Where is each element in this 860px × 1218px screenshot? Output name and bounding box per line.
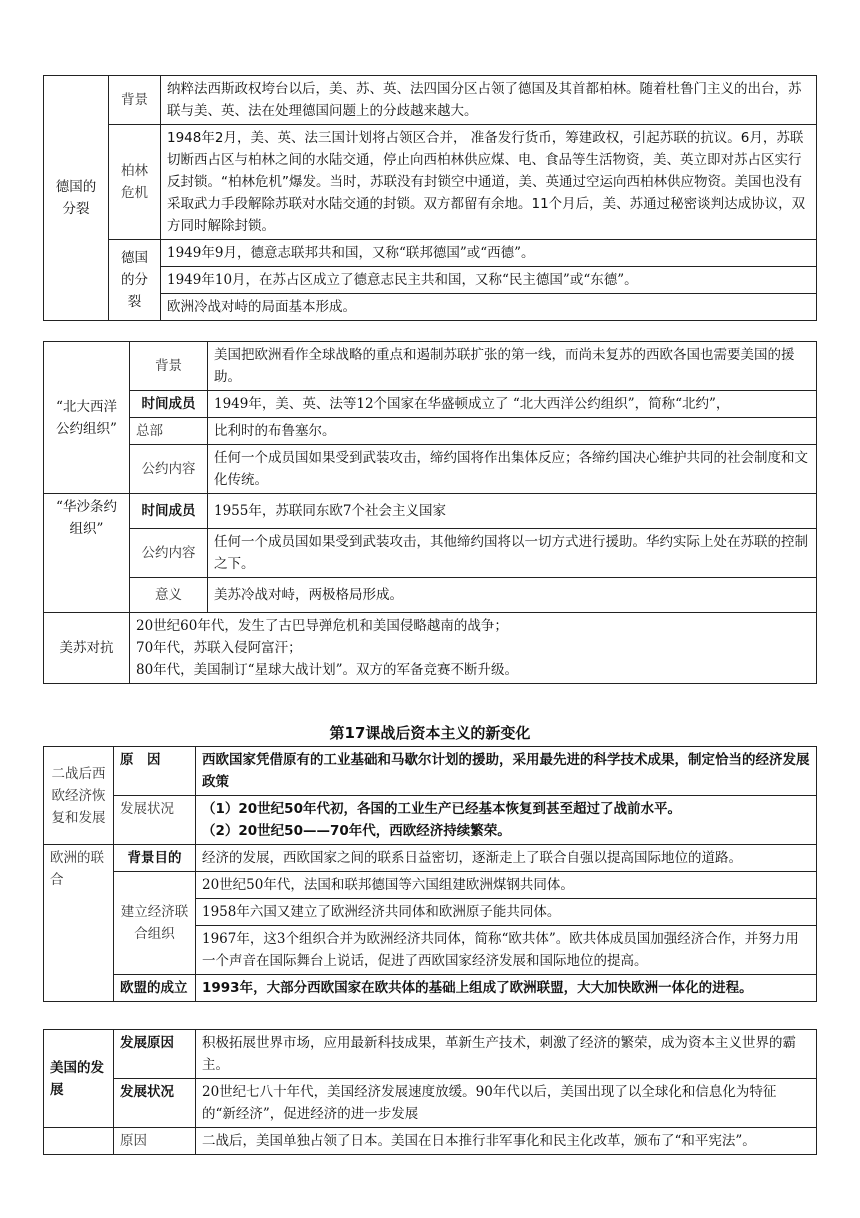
row-label: 发展状况 — [114, 1079, 196, 1128]
row-text: 欧洲冷战对峙的局面基本形成。 — [161, 294, 817, 321]
germany-division-table — [43, 75, 817, 321]
list-item: 20世纪60年代，发生了古巴导弹危机和美国侵略越南的战争； — [136, 618, 508, 634]
table-row — [44, 76, 817, 125]
row-text: 任何一个成员国如果受到武装攻击，缔约国将作出集体反应；各缔约国决心维护共同的社会制度和文化传统。 — [208, 445, 817, 494]
row-text: 美国把欧洲看作全球战略的重点和遏制苏联扩张的第一线，而尚未复苏的西欧各国也需要美国的援助。 — [208, 342, 817, 391]
row-label: 发展状况 — [114, 796, 196, 845]
row-text: 1993年，大部分西欧国家在欧共体的基础上组成了欧洲联盟，大大加快欧洲一体化的进程。 — [196, 975, 817, 1002]
section-label: 二战后西欧经济恢复和发展 — [44, 747, 114, 845]
list-item: 80年代，美国制订“星球大战计划”。双方的军备竞赛不断升级。 — [136, 662, 518, 678]
row-text: 积极拓展世界市场，应用最新科技成果，革新生产技术，刺激了经济的繁荣，成为资本主义世界的霸主。 — [196, 1030, 817, 1079]
row-text: 1958年六国又建立了欧洲经济共同体和欧洲原子能共同体。 — [196, 899, 817, 926]
row-text — [130, 613, 817, 684]
section-label: 美苏对抗 — [44, 613, 130, 684]
row-text: 任何一个成员国如果受到武装攻击，其他缔约国将以一切方式进行援助。华约实际上处在苏联的控制之下。 — [208, 529, 817, 578]
section-label — [44, 1128, 114, 1155]
table-row — [44, 796, 817, 845]
row-label: 原因 — [114, 1128, 196, 1155]
table-row — [44, 747, 817, 796]
row-label: 时间成员 — [130, 391, 208, 418]
usa-table — [43, 1029, 817, 1155]
row-label: 柏林危机 — [109, 125, 161, 240]
row-text: 1948年2月，美、英、法三国计划将占领区合并， 准备发行货币，筹建政权，引起苏联的抗议。6月，苏联切断西占区与柏林之间的水陆交通，停止向西柏林供应煤、电、食品等生活物资，美、英立即对苏占区实行反封锁。“柏林危机”爆发。当时，苏联没有封锁空中通道，美、英通过空运向西柏林供应物资。美国也没有采取武力手段解除苏联对水陆交通的封锁。双方都留有余地。11个月后，美、苏通过秘密谈判达成协议，双方同时解除封锁。 — [161, 125, 817, 240]
section-label: 德国的分裂 — [44, 76, 109, 321]
table-row — [44, 418, 817, 445]
row-label: 背景目的 — [114, 845, 196, 872]
list-item: （2）20世纪50——70年代，西欧经济持续繁荣。 — [202, 823, 511, 839]
lesson-title: 第17课战后资本主义的新变化 — [329, 724, 531, 742]
table-row — [44, 240, 817, 267]
table-row — [44, 1030, 817, 1079]
europe-table — [43, 746, 817, 1002]
row-label: 发展原因 — [114, 1030, 196, 1079]
list-item: 70年代，苏联入侵阿富汗； — [136, 640, 302, 656]
row-text: 20世纪七八十年代，美国经济发展速度放缓。90年代以后，美国出现了以全球化和信息化为特征的“新经济”，促进经济的进一步发展 — [196, 1079, 817, 1128]
table-row — [44, 1128, 817, 1155]
table-row — [44, 391, 817, 418]
row-text: 纳粹法西斯政权垮台以后，美、苏、英、法四国分区占领了德国及其首都柏林。随着杜鲁门主义的出台，苏联与美、英、法在处理德国问题上的分歧越来越大。 — [161, 76, 817, 125]
row-text: 比利时的布鲁塞尔。 — [208, 418, 817, 445]
table-row — [44, 125, 817, 240]
row-label: 时间成员 — [130, 494, 208, 529]
section-label: “华沙条约组织” — [44, 494, 130, 613]
row-label: 德国的分裂 — [109, 240, 161, 321]
table-row — [44, 613, 817, 684]
row-label: 欧盟的成立 — [114, 975, 196, 1002]
row-label: 公约内容 — [130, 445, 208, 494]
row-text: 20世纪50年代，法国和联邦德国等六国组建欧洲煤钢共同体。 — [196, 872, 817, 899]
row-text: 1949年，美、英、法等12个国家在华盛顿成立了 “北大西洋公约组织”，简称“北约”， — [208, 391, 817, 418]
table-row — [44, 1079, 817, 1128]
row-text: 西欧国家凭借原有的工业基础和马歇尔计划的援助，采用最先进的科学技术成果，制定恰当的经济发展政策 — [196, 747, 817, 796]
row-text: 1949年10月，在苏占区成立了德意志民主共和国，又称“民主德国”或“东德”。 — [161, 267, 817, 294]
blocs-table — [43, 341, 817, 684]
table-row — [44, 578, 817, 613]
table-row — [44, 494, 817, 529]
row-text — [196, 796, 817, 845]
row-text: 经济的发展，西欧国家之间的联系日益密切，逐渐走上了联合自强以提高国际地位的道路。 — [196, 845, 817, 872]
row-text: 美苏冷战对峙，两极格局形成。 — [208, 578, 817, 613]
table-row — [44, 845, 817, 872]
table-row — [44, 342, 817, 391]
row-label: 背景 — [130, 342, 208, 391]
row-label: 公约内容 — [130, 529, 208, 578]
row-label: 背景 — [109, 76, 161, 125]
table-row — [44, 529, 817, 578]
row-text: 二战后，美国单独占领了日本。美国在日本推行非军事化和民主化改革，颁布了“和平宪法”。 — [196, 1128, 817, 1155]
section-label: 美国的发展 — [44, 1030, 114, 1128]
row-text: 1955年，苏联同东欧7个社会主义国家 — [208, 494, 817, 529]
table-row — [44, 445, 817, 494]
table-row — [44, 975, 817, 1002]
table-row — [44, 872, 817, 899]
row-text: 1949年9月，德意志联邦共和国，又称“联邦德国”或“西德”。 — [161, 240, 817, 267]
row-text: 1967年，这3个组织合并为欧洲经济共同体，简称“欧共体”。欧共体成员国加强经济合作，并努力用一个声音在国际舞台上说话，促进了西欧国家经济发展和国际地位的提高。 — [196, 926, 817, 975]
row-label: 总部 — [130, 418, 208, 445]
section-label: “北大西洋公约组织” — [44, 342, 130, 494]
row-label: 建立经济联合组织 — [114, 872, 196, 975]
section-label: 欧洲的联合 — [44, 845, 114, 1002]
row-label: 意义 — [130, 578, 208, 613]
row-label: 原 因 — [114, 747, 196, 796]
list-item: （1）20世纪50年代初，各国的工业生产已经基本恢复到甚至超过了战前水平。 — [202, 801, 681, 817]
